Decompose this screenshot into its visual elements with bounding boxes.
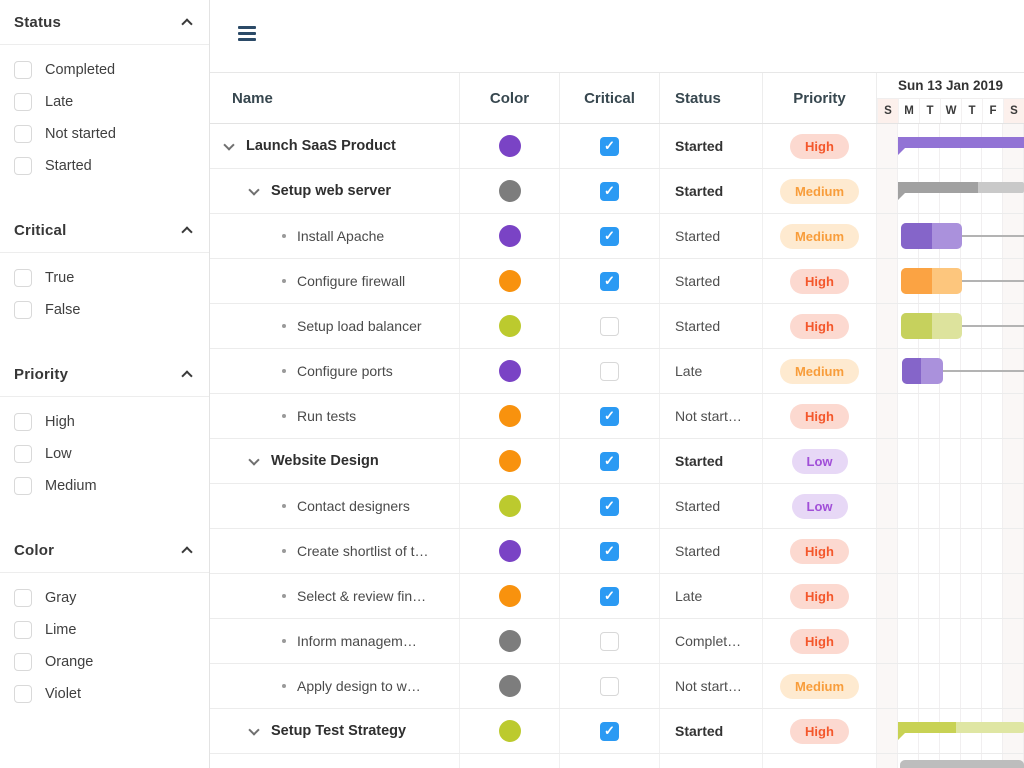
priority-badge-low: Low [792,449,848,474]
status-cell: Started [660,529,763,573]
task-name-cell [210,574,460,618]
empty-cell [460,754,560,768]
table-body [210,124,1024,768]
leaf-bullet-icon [282,324,286,328]
color-swatch-orange [499,270,521,292]
column-header-name[interactable]: Name [210,73,460,123]
critical-cell [560,664,660,708]
critical-cell [560,169,660,213]
filter-sidebar [0,0,210,768]
dependency-line [962,235,1024,237]
gantt-bar-progress [898,137,1024,148]
filter-item-violet[interactable] [0,678,209,710]
filter-checkbox-lime[interactable] [14,621,32,639]
checkbox-checked-icon[interactable]: ✓ [600,587,619,606]
expand-chevron-icon[interactable] [223,139,234,150]
timeline-day-header: T [919,99,940,124]
color-swatch-cell [460,709,560,753]
task-name-cell [210,304,460,348]
table-row[interactable] [210,304,1024,349]
table-row[interactable] [210,529,1024,574]
color-swatch-orange [499,405,521,427]
leaf-bullet-icon [282,414,286,418]
priority-badge-high: High [790,404,849,429]
color-swatch-violet [499,135,521,157]
critical-cell [560,619,660,663]
leaf-bullet-icon [282,369,286,373]
checkbox-checked-icon[interactable]: ✓ [600,722,619,741]
color-swatch-cell [460,484,560,528]
checkbox-checked-icon[interactable]: ✓ [600,137,619,156]
task-name-cell [210,664,460,708]
filter-section-header-color[interactable] [0,528,209,573]
task-name-cell [210,709,460,753]
critical-cell [560,439,660,483]
filter-label: Violet [45,686,82,702]
checkbox-checked-icon[interactable]: ✓ [600,542,619,561]
priority-cell [763,529,877,573]
checkbox-checked-icon[interactable]: ✓ [600,452,619,471]
task-name-label: Setup load balancer [297,318,422,334]
critical-cell [560,529,660,573]
status-cell: Started [660,709,763,753]
task-name-label: Inform managem… [297,633,417,649]
status-cell: Not start… [660,394,763,438]
status-cell: Not start… [660,664,763,708]
task-name-label: Create shortlist of t… [297,543,429,559]
status-cell: Started [660,304,763,348]
color-swatch-cell [460,439,560,483]
timeline-row-cell [877,304,1024,348]
task-name-cell [210,349,460,393]
checkbox-checked-icon[interactable]: ✓ [600,497,619,516]
empty-cell [210,754,460,768]
color-swatch-cell [460,619,560,663]
gantt-bar-progress [901,223,932,249]
status-cell: Started [660,169,763,213]
filter-checkbox-started[interactable] [14,157,32,175]
filter-label: Started [45,158,92,174]
table-header [210,72,1024,124]
color-swatch-violet [499,540,521,562]
timeline-day-header: M [898,99,919,124]
filter-section-priority [0,352,209,506]
gantt-grid [210,72,1024,768]
task-name-cell [210,439,460,483]
timeline-day-header: W [940,99,961,124]
dependency-line [962,325,1024,327]
table-row[interactable] [210,259,1024,304]
filter-section-color [0,528,209,714]
filter-label: Completed [45,62,116,78]
filter-label: High [45,414,75,430]
filter-item-orange[interactable] [0,646,209,678]
priority-badge-high: High [790,629,849,654]
status-cell: Started [660,259,763,303]
checkbox-checked-icon[interactable]: ✓ [600,272,619,291]
gantt-bar-progress [901,268,932,294]
priority-badge-high: High [790,539,849,564]
filter-label: False [45,302,81,318]
empty-cell [763,754,877,768]
priority-badge-medium: Medium [780,224,859,249]
task-name-cell [210,619,460,663]
timeline-row-cell [877,619,1024,663]
priority-badge-medium: Medium [780,359,859,384]
gantt-bar-progress [898,722,956,733]
filter-item-not-started[interactable] [0,118,209,150]
table-row[interactable] [210,484,1024,529]
critical-cell [560,214,660,258]
filter-checkbox-high[interactable] [14,413,32,431]
color-swatch-violet [499,360,521,382]
timeline-row-cell [877,754,1024,768]
priority-cell [763,349,877,393]
task-name-label: Launch SaaS Product [246,138,396,154]
filter-section-title: Critical [14,221,67,239]
timeline-week-label: Sun 13 Jan 2019 [877,73,1024,99]
priority-badge-low: Low [792,494,848,519]
chevron-up-icon[interactable] [181,226,192,237]
filter-list-priority [0,397,209,506]
gantt-task-bar[interactable] [902,358,943,384]
color-swatch-cell [460,349,560,393]
table-row[interactable] [210,214,1024,259]
top-toolbar [210,0,1024,72]
task-name-label: Setup web server [271,183,392,199]
filter-label: Medium [45,478,97,494]
gantt-parent-bar-tail [898,148,905,155]
filter-item-false[interactable] [0,294,209,326]
table-row[interactable] [210,574,1024,619]
table-row-partial[interactable] [210,754,1024,768]
table-row[interactable] [210,709,1024,754]
filter-label: Gray [45,590,77,606]
leaf-bullet-icon [282,504,286,508]
gantt-parent-bar-tail [898,733,905,740]
priority-cell [763,574,877,618]
color-swatch-lime [499,495,521,517]
filter-item-medium[interactable] [0,470,209,502]
task-name-label: Install Apache [297,228,385,244]
task-name-label: Run tests [297,408,357,424]
filter-checkbox-violet[interactable] [14,685,32,703]
filter-section-header-priority[interactable] [0,352,209,397]
empty-cell [660,754,763,768]
priority-cell [763,709,877,753]
timeline-header [877,73,1024,123]
gantt-bar-progress [901,313,932,339]
column-header-critical[interactable]: Critical [560,73,660,123]
checkbox-checked-icon[interactable]: ✓ [600,407,619,426]
filter-checkbox-low[interactable] [14,445,32,463]
critical-cell [560,484,660,528]
timeline-day-header: S [877,99,898,124]
filter-section-title: Status [14,13,62,31]
task-name-cell [210,394,460,438]
table-row[interactable] [210,169,1024,214]
critical-cell [560,304,660,348]
priority-badge-high: High [790,134,849,159]
priority-cell [763,664,877,708]
table-row[interactable] [210,619,1024,664]
table-row[interactable] [210,394,1024,439]
leaf-bullet-icon [282,279,286,283]
leaf-bullet-icon [282,594,286,598]
task-name-label: Configure ports [297,363,393,379]
expand-chevron-icon[interactable] [248,184,259,195]
priority-cell [763,619,877,663]
filter-section-header-status[interactable] [0,0,209,45]
chevron-up-icon[interactable] [181,18,192,29]
task-name-label: Apply design to w… [297,678,421,694]
gantt-bar-progress [902,358,921,384]
filter-section-critical [0,208,209,330]
priority-badge-medium: Medium [780,674,859,699]
gantt-main [210,0,1024,768]
dependency-line [962,280,1024,282]
filter-checkbox-orange[interactable] [14,653,32,671]
gantt-parent-bar-tail [898,193,905,200]
timeline-row-cell [877,124,1024,168]
checkbox-unchecked-icon[interactable] [600,677,619,696]
timeline-row-cell [877,259,1024,303]
priority-cell [763,394,877,438]
task-name-cell [210,169,460,213]
timeline-day-header: T [961,99,982,124]
priority-cell [763,484,877,528]
color-swatch-cell [460,394,560,438]
leaf-bullet-icon [282,234,286,238]
timeline-row-cell [877,484,1024,528]
filter-item-gray[interactable] [0,582,209,614]
menu-toggle-icon[interactable] [238,26,256,41]
filter-list-status [0,45,209,186]
filter-item-high[interactable] [0,406,209,438]
table-row[interactable] [210,124,1024,169]
status-cell: Started [660,484,763,528]
checkbox-checked-icon[interactable]: ✓ [600,182,619,201]
filter-list-critical [0,253,209,330]
column-header-color[interactable]: Color [460,73,560,123]
color-swatch-lime [499,315,521,337]
filter-item-lime[interactable] [0,614,209,646]
critical-cell [560,124,660,168]
checkbox-unchecked-icon[interactable] [600,317,619,336]
empty-cell [560,754,660,768]
status-cell: Started [660,439,763,483]
checkbox-unchecked-icon[interactable] [600,362,619,381]
priority-badge-high: High [790,719,849,744]
task-name-cell [210,124,460,168]
priority-cell [763,304,877,348]
priority-cell [763,259,877,303]
task-name-cell [210,214,460,258]
critical-cell [560,709,660,753]
color-swatch-cell [460,124,560,168]
table-row[interactable] [210,349,1024,394]
dependency-line [943,370,1024,372]
filter-label: Lime [45,622,77,638]
timeline-row-cell [877,574,1024,618]
critical-cell [560,574,660,618]
filter-section-title: Priority [14,365,69,383]
status-cell: Complet… [660,619,763,663]
filter-item-late[interactable] [0,86,209,118]
timeline-row-cell [877,394,1024,438]
gantt-parent-bar[interactable] [898,722,1024,733]
timeline-row-cell [877,664,1024,708]
column-header-status[interactable]: Status [660,73,763,123]
color-swatch-gray [499,180,521,202]
color-swatch-cell [460,259,560,303]
timeline-day-row [877,99,1024,124]
priority-badge-high: High [790,269,849,294]
filter-list-color [0,573,209,714]
task-name-cell [210,259,460,303]
filter-label: Low [45,446,72,462]
leaf-bullet-icon [282,549,286,553]
timeline-day-header: S [1003,99,1024,124]
priority-cell [763,169,877,213]
priority-badge-high: High [790,584,849,609]
gantt-task-bar[interactable] [901,268,962,294]
filter-item-completed[interactable] [0,54,209,86]
status-cell: Started [660,214,763,258]
task-name-label: Select & review fin… [297,588,427,604]
timeline-row-cell [877,529,1024,573]
color-swatch-cell [460,664,560,708]
checkbox-checked-icon[interactable]: ✓ [600,227,619,246]
gantt-task-bar[interactable] [901,223,962,249]
timeline-row-cell [877,169,1024,213]
critical-cell [560,259,660,303]
table-row[interactable] [210,664,1024,709]
chevron-up-icon[interactable] [181,546,192,557]
task-name-label: Contact designers [297,498,410,514]
task-name-cell [210,529,460,573]
status-cell: Late [660,349,763,393]
filter-checkbox-not-started[interactable] [14,125,32,143]
task-name-label: Setup Test Strategy [271,723,407,739]
color-swatch-orange [499,585,521,607]
priority-cell [763,439,877,483]
color-swatch-cell [460,169,560,213]
gantt-bar-progress [898,182,978,193]
gantt-parent-bar[interactable] [898,137,1024,148]
task-name-label: Configure firewall [297,273,406,289]
expand-chevron-icon[interactable] [248,454,259,465]
filter-section-header-critical[interactable] [0,208,209,253]
color-swatch-cell [460,529,560,573]
color-swatch-orange [499,450,521,472]
color-swatch-gray [499,630,521,652]
color-swatch-violet [499,225,521,247]
timeline-day-header: F [982,99,1003,124]
filter-section-title: Color [14,541,55,559]
priority-cell [763,124,877,168]
timeline-row-cell [877,214,1024,258]
table-row[interactable] [210,439,1024,484]
gantt-parent-bar[interactable] [900,760,1024,768]
filter-item-true[interactable] [0,262,209,294]
color-swatch-lime [499,720,521,742]
status-cell: Late [660,574,763,618]
expand-chevron-icon[interactable] [248,724,259,735]
critical-cell [560,394,660,438]
filter-label: Late [45,94,74,110]
critical-cell [560,349,660,393]
leaf-bullet-icon [282,684,286,688]
priority-badge-high: High [790,314,849,339]
filter-checkbox-late[interactable] [14,93,32,111]
filter-checkbox-medium[interactable] [14,477,32,495]
priority-badge-medium: Medium [780,179,859,204]
filter-item-low[interactable] [0,438,209,470]
filter-section-status [0,0,209,186]
task-name-label: Website Design [271,453,379,469]
chevron-up-icon[interactable] [181,370,192,381]
column-header-priority[interactable]: Priority [763,73,877,123]
checkbox-unchecked-icon[interactable] [600,632,619,651]
status-cell: Started [660,124,763,168]
filter-checkbox-false[interactable] [14,301,32,319]
color-swatch-cell [460,214,560,258]
filter-label: Not started [45,126,116,142]
timeline-row-cell [877,349,1024,393]
gantt-parent-bar[interactable] [898,182,1024,193]
filter-checkbox-gray[interactable] [14,589,32,607]
priority-cell [763,214,877,258]
filter-checkbox-completed[interactable] [14,61,32,79]
filter-item-started[interactable] [0,150,209,182]
filter-label: True [45,270,75,286]
task-name-cell [210,484,460,528]
color-swatch-gray [499,675,521,697]
gantt-task-bar[interactable] [901,313,962,339]
timeline-row-cell [877,709,1024,753]
color-swatch-cell [460,304,560,348]
filter-checkbox-true[interactable] [14,269,32,287]
leaf-bullet-icon [282,639,286,643]
color-swatch-cell [460,574,560,618]
filter-label: Orange [45,654,94,670]
timeline-row-cell [877,439,1024,483]
